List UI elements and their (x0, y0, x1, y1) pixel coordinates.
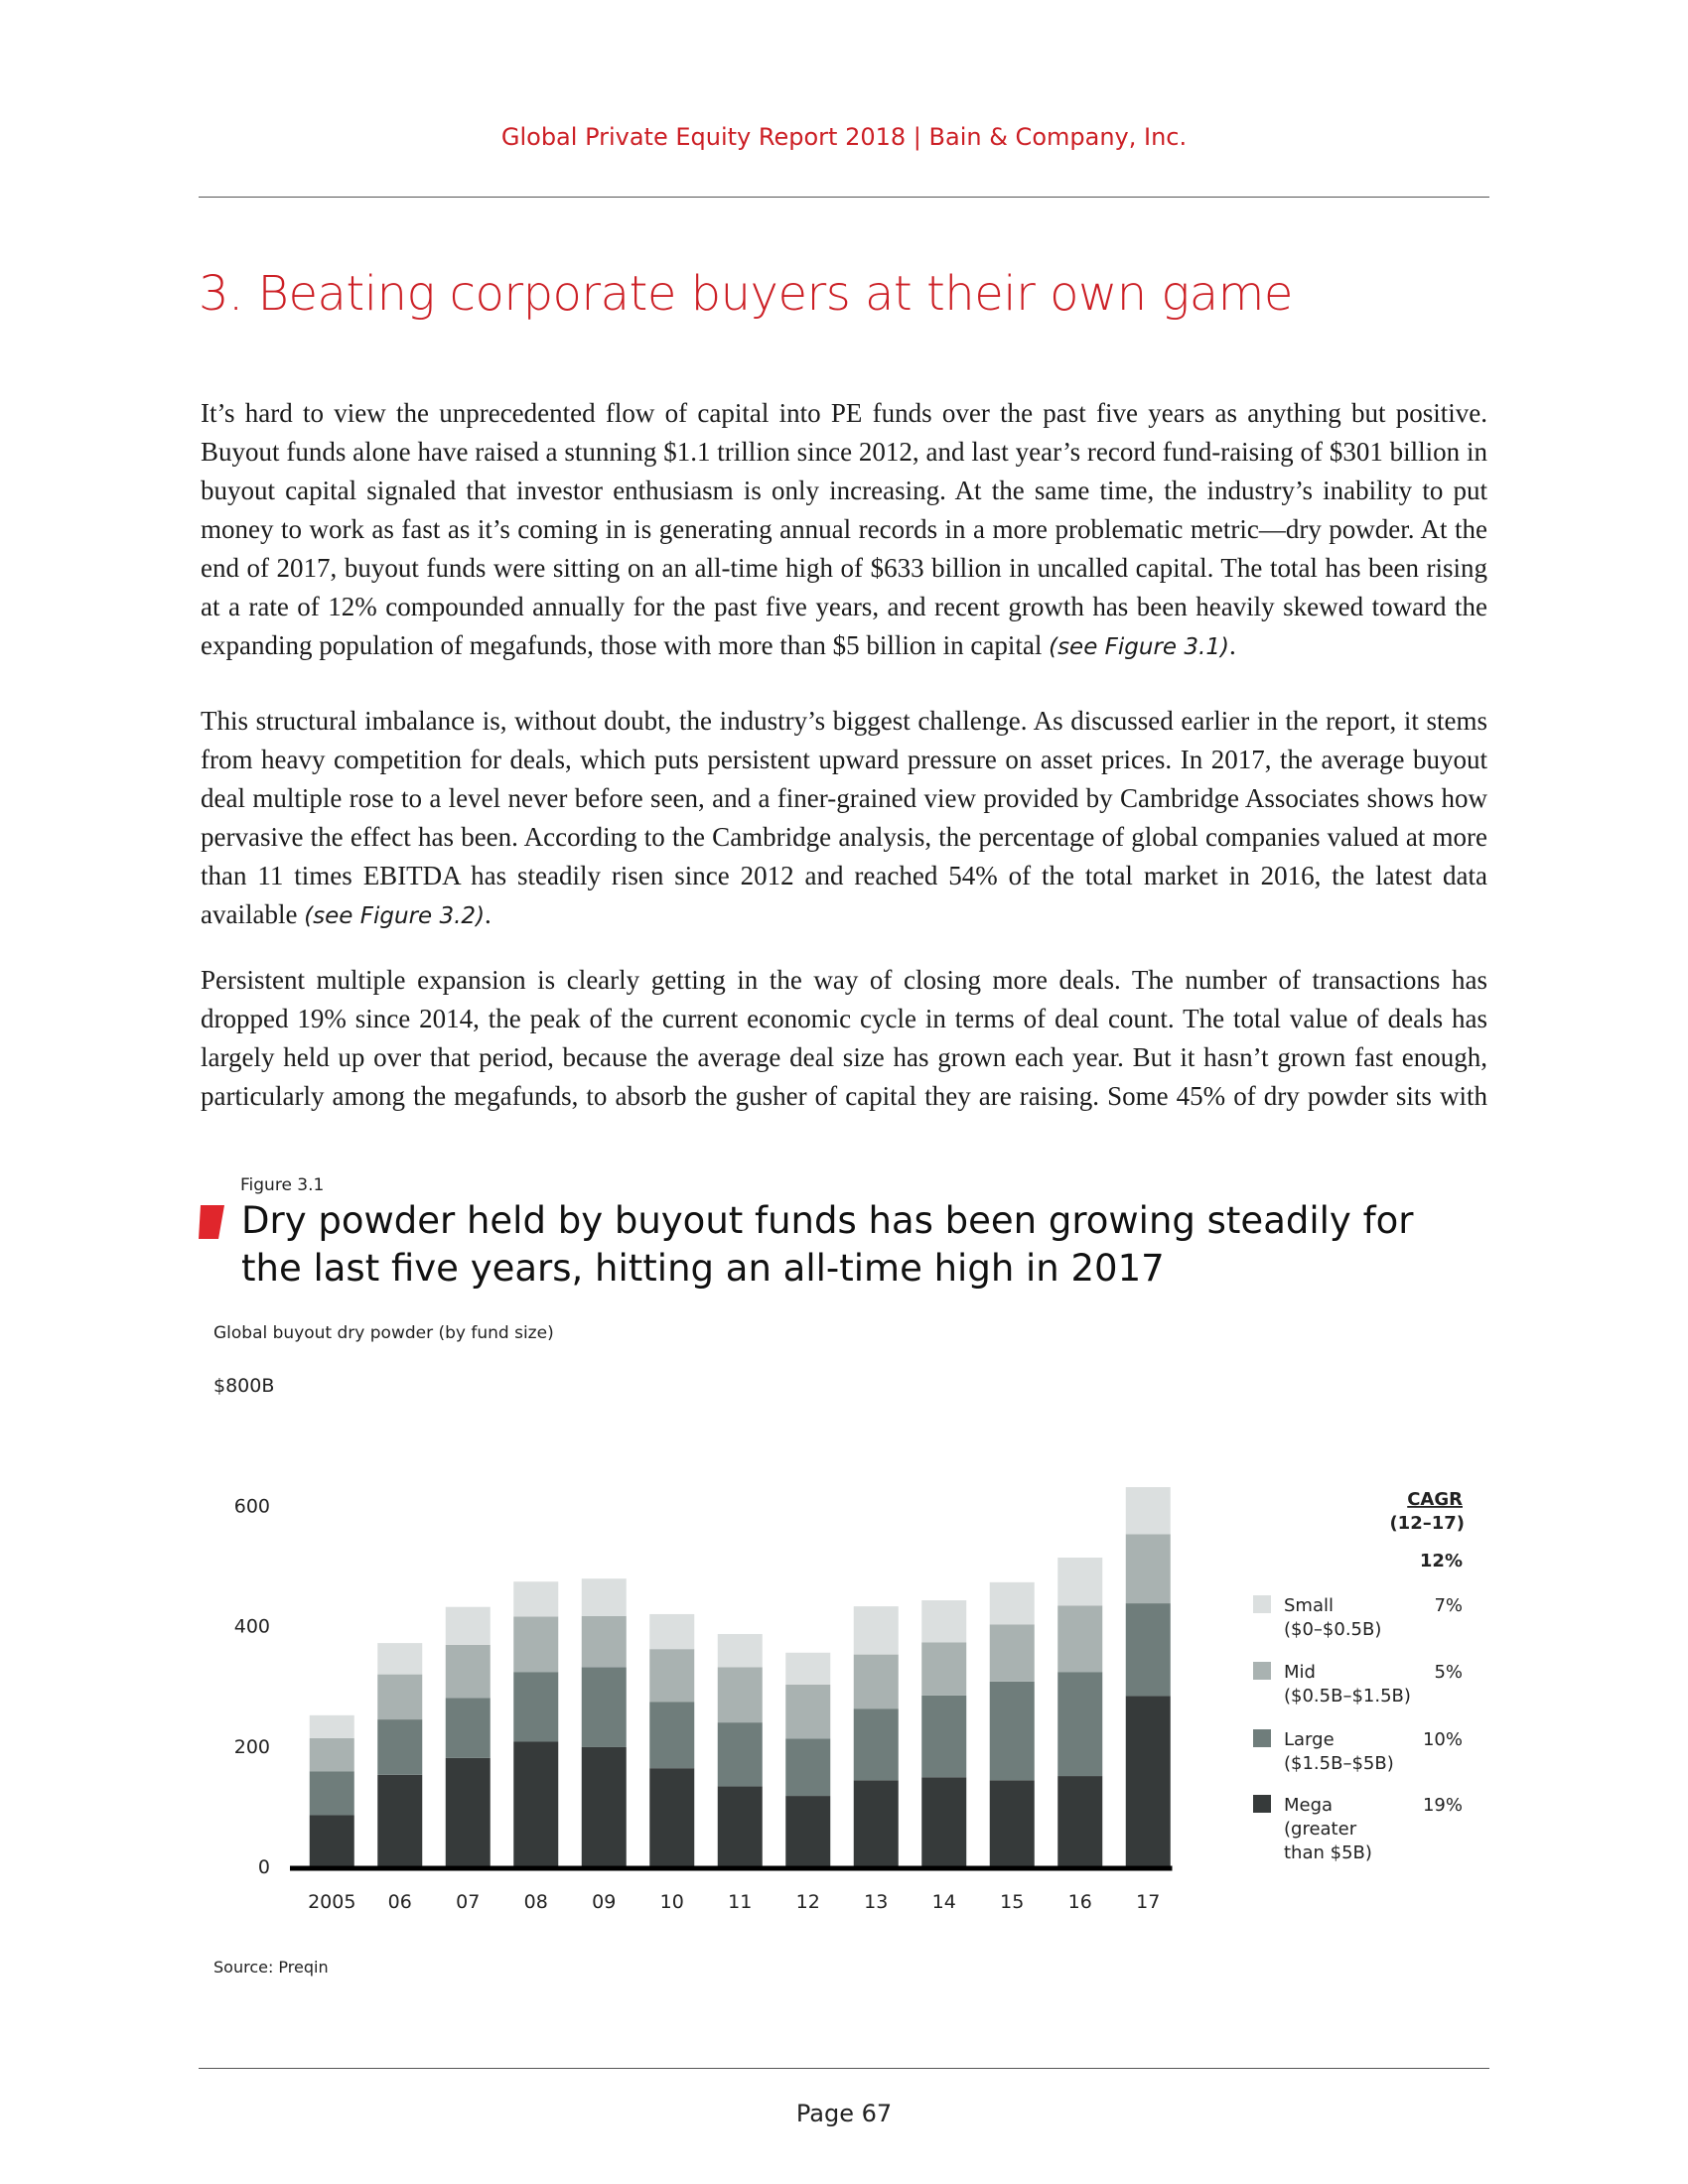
bar-large-12 (785, 1738, 830, 1796)
bar-small-15 (990, 1582, 1035, 1624)
bar-mega-09 (582, 1747, 627, 1866)
bar-small-10 (649, 1614, 694, 1649)
legend-swatch-mid (1253, 1662, 1271, 1680)
legend-sublabel: than $5B) (1284, 1843, 1372, 1863)
bar-mid-16 (1057, 1605, 1102, 1672)
legend-cagr-small: 7% (1434, 1595, 1463, 1616)
bar-mid-09 (582, 1616, 627, 1668)
bar-small-09 (582, 1578, 627, 1616)
bar-mid-11 (718, 1667, 763, 1722)
bar-mid-08 (513, 1616, 558, 1672)
bar-mega-2005 (310, 1815, 354, 1866)
bar-large-15 (990, 1682, 1035, 1780)
bar-small-2005 (310, 1715, 354, 1738)
y-tick-label: 600 (233, 1495, 270, 1518)
bar-small-14 (921, 1600, 966, 1642)
bar-large-16 (1057, 1672, 1102, 1776)
paragraph-text: This structural imbalance is, without doubt, the industry’s biggest challenge. As discussed earlier in the report, it stems from heavy competition for deals, which puts persistent upward pressure on asset prices. In 2017, the average buyout deal multiple rose to a level never before seen, and a finer-grained view provided by Cambridge Associates shows how pervasive the effect has been. According to the Cambridge analysis, the percentage of global companies valued at more than 11 times EBITDA has steadily risen since 2012 and reached 54% of the total market in 2016, the latest data available (201, 706, 1487, 929)
figure-reference[interactable]: (see Figure 3.1) (1049, 634, 1229, 660)
bar-mid-06 (377, 1675, 422, 1719)
bar-mid-10 (649, 1649, 694, 1702)
bar-large-13 (854, 1708, 899, 1780)
bar-small-17 (1126, 1487, 1171, 1534)
bar-small-11 (718, 1634, 763, 1667)
legend-cagr-mid: 5% (1434, 1662, 1463, 1683)
bar-small-07 (446, 1607, 491, 1645)
x-tick-label: 07 (456, 1891, 481, 1913)
y-tick-label: 0 (257, 1856, 270, 1878)
x-tick-label: 16 (1067, 1891, 1092, 1913)
bar-mega-06 (377, 1775, 422, 1866)
legend-swatch-mega (1253, 1795, 1271, 1813)
x-tick-label: 11 (728, 1891, 753, 1913)
bar-mega-12 (785, 1796, 830, 1866)
bar-large-08 (513, 1672, 558, 1741)
x-tick-label: 15 (1000, 1891, 1025, 1913)
x-tick-label: 09 (592, 1891, 617, 1913)
y-tick-label: 400 (233, 1615, 270, 1638)
legend-label-large: Large (1284, 1729, 1335, 1750)
cagr-header: CAGR (1407, 1489, 1463, 1510)
bar-small-12 (785, 1653, 830, 1685)
legend-swatch-small (1253, 1595, 1271, 1613)
section-title: 3. Beating corporate buyers at their own game (199, 266, 1293, 322)
bar-mega-16 (1057, 1776, 1102, 1866)
page-number: Page 67 (795, 2100, 893, 2127)
paragraph-text: Persistent multiple expansion is clearly getting in the way of closing more deals. The number of transactions has dropped 19% since 2014, the peak of the current economic cycle in terms of deal count. The total value of deals has largely held up over that period, because the average deal size has grown each year. But it hasn’t grown fast enough, particularly among the megafunds, to absorb the gusher of capital they are raising. Some 45% of dry powder sits with (201, 965, 1487, 1111)
bar-mega-13 (854, 1780, 899, 1866)
bar-large-17 (1126, 1603, 1171, 1696)
bar-large-07 (446, 1698, 491, 1758)
legend-label-mid: Mid (1284, 1662, 1316, 1683)
bar-small-13 (854, 1606, 899, 1655)
figure-reference[interactable]: (see Figure 3.2) (304, 903, 486, 929)
bar-large-11 (718, 1722, 763, 1786)
y-tick-label: 200 (233, 1735, 270, 1758)
chart-source: Source: Preqin (213, 1958, 329, 1977)
legend-sublabel: ($1.5B–$5B) (1284, 1753, 1394, 1774)
bar-mid-13 (854, 1655, 899, 1709)
x-tick-label: 17 (1136, 1891, 1161, 1913)
bar-mega-14 (921, 1777, 966, 1866)
x-tick-label: 13 (864, 1891, 889, 1913)
paragraph-text: It’s hard to view the unprecedented flow of capital into PE funds over the past five years as anything but positive. Buyout funds alone have raised a stunning $1.1 trillion since 2012, and last year’s record fund-raising of $301 billion in buyout capital signaled that investor enthusiasm is only increasing. At the same time, the industry’s inability to put money to work as fast as it’s coming in is generating annual records in a more problematic metric—dry powder. At the end of 2017, buyout funds were sitting on an all-time high of $633 billion in uncalled capital. The total has been rising at a rate of 12% compounded annually for the past five years, and recent growth has been heavily skewed toward the expanding population of megafunds, those with more than $5 billion in capital (201, 398, 1487, 660)
x-tick-label: 12 (795, 1891, 820, 1913)
legend-sublabel: ($0–$0.5B) (1284, 1619, 1382, 1640)
bar-small-16 (1057, 1558, 1102, 1606)
bar-mega-08 (513, 1742, 558, 1866)
bar-large-06 (377, 1719, 422, 1775)
bar-mid-12 (785, 1685, 830, 1739)
legend-sublabel: ($0.5B–$1.5B) (1284, 1686, 1411, 1706)
x-tick-label: 2005 (308, 1891, 356, 1913)
bar-small-08 (513, 1581, 558, 1616)
x-tick-label: 14 (931, 1891, 956, 1913)
footer-rule (199, 2068, 1489, 2069)
bar-small-06 (377, 1643, 422, 1675)
x-tick-label: 08 (523, 1891, 548, 1913)
header-separator: | (913, 123, 921, 151)
legend-cagr-large: 10% (1422, 1729, 1463, 1750)
y-tick-label: $800B (213, 1375, 275, 1397)
bar-mid-17 (1126, 1534, 1171, 1603)
figure-label: Figure 3.1 (240, 1175, 325, 1195)
bar-mid-15 (990, 1624, 1035, 1682)
bar-mega-07 (446, 1758, 491, 1866)
paragraph-tail: . (1228, 630, 1236, 660)
cagr-total: 12% (1419, 1551, 1463, 1571)
paragraph-tail: . (485, 899, 492, 929)
legend-swatch-large (1253, 1729, 1271, 1747)
x-tick-label: 06 (387, 1891, 412, 1913)
bar-mid-07 (446, 1645, 491, 1698)
bar-mid-2005 (310, 1738, 354, 1771)
x-tick-label: 10 (659, 1891, 684, 1913)
bar-large-2005 (310, 1771, 354, 1815)
legend-sublabel: (greater (1284, 1819, 1357, 1840)
company-name: Bain & Company, Inc. (928, 123, 1188, 151)
cagr-period: (12–17) (1389, 1513, 1465, 1534)
bar-mega-10 (649, 1768, 694, 1866)
bar-mega-17 (1126, 1696, 1171, 1866)
bar-large-14 (921, 1696, 966, 1777)
bar-large-10 (649, 1702, 694, 1768)
report-name: Global Private Equity Report 2018 (500, 123, 907, 151)
chart-subtitle: Global buyout dry powder (by fund size) (213, 1323, 554, 1343)
bar-mid-14 (921, 1642, 966, 1695)
bar-mega-15 (990, 1780, 1035, 1866)
bar-mega-11 (718, 1786, 763, 1866)
bar-large-09 (582, 1667, 627, 1747)
figure-title: Dry powder held by buyout funds has been growing steadily for the last five years, hitting an all-time high in 2017 (241, 1199, 1414, 1290)
legend-cagr-mega: 19% (1422, 1795, 1463, 1816)
legend-label-small: Small (1284, 1595, 1334, 1616)
legend-label-mega: Mega (1284, 1795, 1334, 1816)
